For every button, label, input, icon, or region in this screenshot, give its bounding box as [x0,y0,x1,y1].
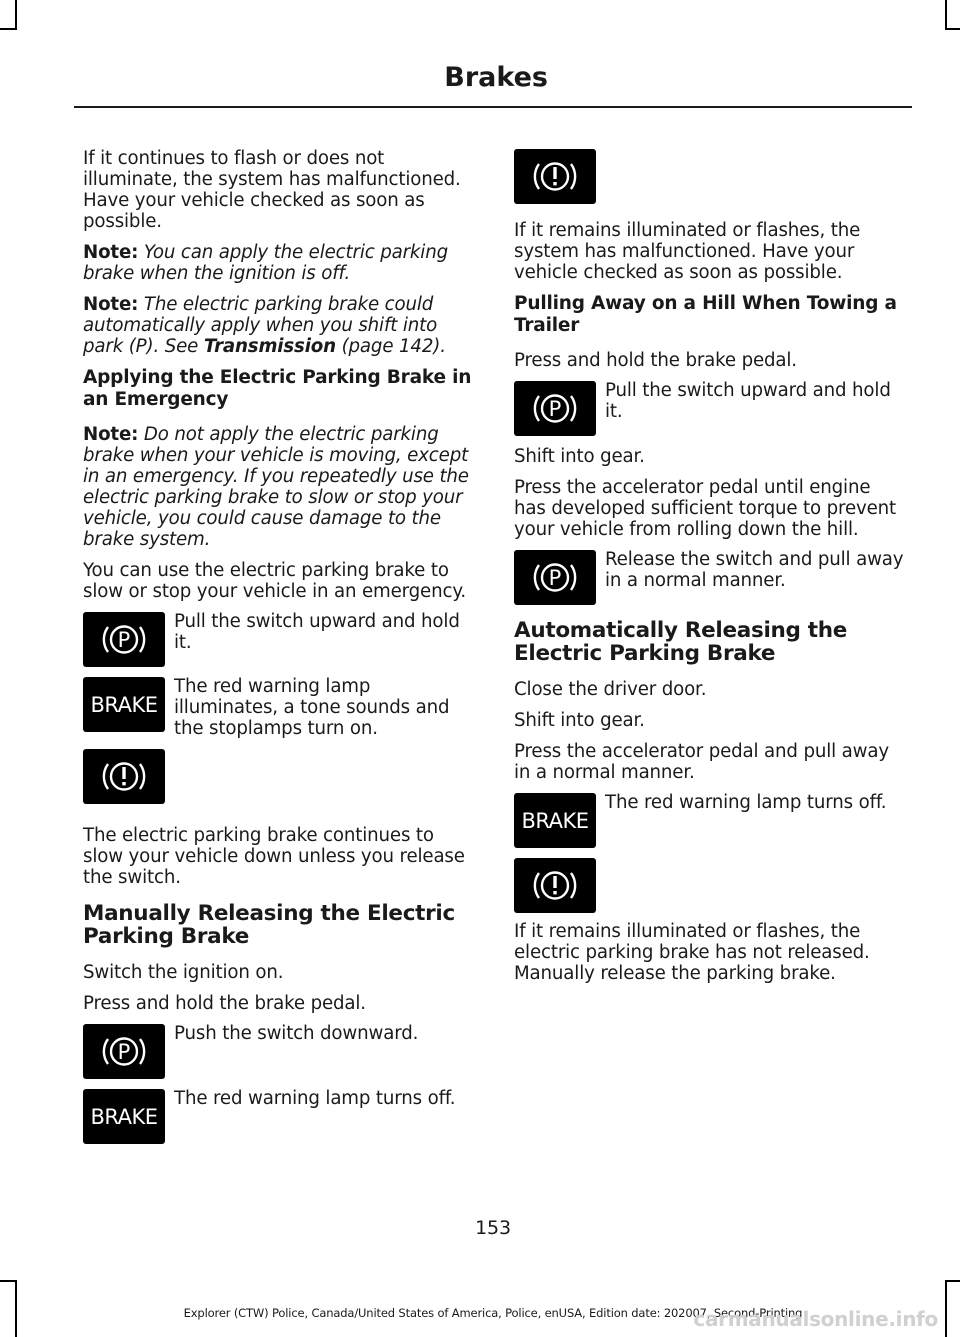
paragraph-shift-gear: Shift into gear. [514,446,645,467]
crop-mark [945,0,947,30]
note-text: Do not apply the electric parking brake when your vehicle is moving, except in an emergency. If you repeatedly use the electric parking brake to slow or stop your vehicle, you could cause damage to the brake system. [83,424,469,550]
crop-mark [0,28,15,30]
heading-auto-release: Automatically Releasing the Electric Parking Brake [514,618,848,666]
right-column [514,148,906,994]
page-title: Brakes [444,62,548,93]
note-label: Note: [83,294,139,315]
crop-mark [945,28,960,30]
watermark: carmanualsonline.info [693,1307,938,1331]
paragraph-ignition-on: Switch the ignition on. [83,962,284,983]
parking-brake-switch-icon [514,381,596,436]
step-red-lamp [83,677,475,739]
paragraph-remains-illuminated: If it remains illuminated or flashes, the system has malfunctioned. Have your vehicle checked as soon as possible. [514,220,861,283]
step-lamp-off [514,793,906,848]
svg-text:P: P [548,397,562,421]
brake-warning-icon [83,677,165,732]
paragraph-shift-gear: Shift into gear. [514,710,645,731]
paragraph-accelerator-pull-away: Press the accelerator pedal and pull away in a normal manner. [514,741,889,783]
transmission-link[interactable]: Transmission [203,336,336,357]
paragraph-accelerator-torque: Press the accelerator pedal until engine has developed sufficient torque to prevent your vehicle from rolling down the hill. [514,477,897,540]
crop-mark [0,1280,15,1282]
brake-system-warning-icon [83,749,165,804]
note-text: You can apply the electric parking brake when the ignition is off. [83,242,448,284]
step-text: Push the switch downward. [174,1023,419,1044]
step-release-switch [514,550,906,605]
note-do-not-apply [83,424,475,550]
step-text: Pull the switch upward and hold it. [174,611,460,653]
heading-manual-release: Manually Releasing the Electric Parking Brake [83,901,455,949]
edition-footer: Explorer (CTW) Police, Canada/United States of America, Police, enUSA, Edition date: 202007, Second-Printing [183,1306,803,1320]
svg-text:P: P [548,566,562,590]
parking-brake-switch-icon [83,1024,165,1079]
step-text: Release the switch and pull away in a normal manner. [605,549,904,591]
step-pull-switch [83,612,475,667]
paragraph-not-released: If it remains illuminated or flashes, the electric parking brake has not released. Manually release the parking brake. [514,921,870,984]
paragraph-flash-malfunction: If it continues to flash or does not illuminate, the system has malfunctioned. Have your vehicle checked as soon as possible. [83,148,461,232]
brake-system-warning-icon [514,149,596,204]
page-number: 153 [475,1217,511,1239]
svg-text:P: P [117,1040,131,1064]
step-lamp-off [83,1089,475,1144]
step-text: The red warning lamp turns off. [174,1088,456,1109]
paragraph-emergency-use: You can use the electric parking brake to slow or stop your vehicle in an emergency. [83,560,466,602]
crop-mark [15,0,17,30]
paragraph-close-door: Close the driver door. [514,679,707,700]
note-ignition-off [83,242,475,284]
svg-text:P: P [117,628,131,652]
paragraph-continues: The electric parking brake continues to slow your vehicle down unless you release the switch. [83,825,465,888]
step-text: The red warning lamp turns off. [605,792,887,813]
brake-icon-text: BRAKE [90,692,158,717]
step-push-switch [83,1024,475,1079]
left-column [83,148,475,1154]
paragraph-press-pedal: Press and hold the brake pedal. [83,993,366,1014]
brake-warning-icon [83,1089,165,1144]
note-label: Note: [83,242,139,263]
header-rule [74,106,912,108]
note-text: The electric parking brake could automatically apply when you shift into park (P). See [83,294,438,357]
note-auto-apply [83,294,475,357]
crop-mark [945,1280,960,1282]
brake-system-warning-icon [514,858,596,913]
brake-warning-icon [514,793,596,848]
paragraph-press-pedal: Press and hold the brake pedal. [514,350,797,371]
step-text: The red warning lamp illuminates, a tone sounds and the stoplamps turn on. [174,676,450,739]
brake-icon-text: BRAKE [521,808,589,833]
heading-emergency: Applying the Electric Parking Brake in an Emergency [83,367,472,410]
parking-brake-switch-icon [514,550,596,605]
brake-icon-text: BRAKE [90,1104,158,1129]
heading-towing: Pulling Away on a Hill When Towing a Trailer [514,293,897,336]
note-label: Note: [83,424,139,445]
step-text: Pull the switch upward and hold it. [605,380,891,422]
page-reference: (page 142). [335,336,446,357]
parking-brake-switch-icon [83,612,165,667]
step-pull-switch [514,381,906,436]
